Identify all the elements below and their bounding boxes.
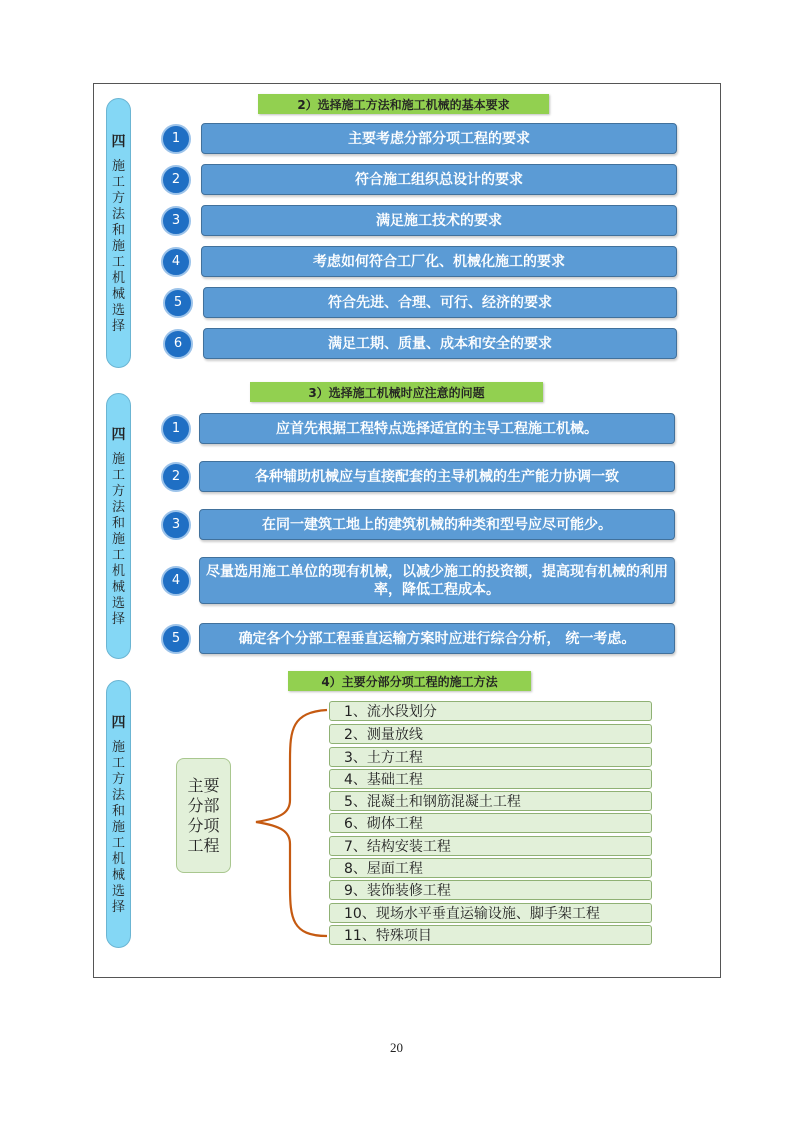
side-number: 四 xyxy=(111,134,126,150)
step-number-badge: 5 xyxy=(163,288,193,318)
method-list-item: 10、现场水平垂直运输设施、脚手架工程 xyxy=(329,903,652,923)
page-number: 20 xyxy=(390,1040,403,1055)
method-list-item: 7、结构安装工程 xyxy=(329,836,652,856)
section3-header: 3）选择施工机械时应注意的问题 xyxy=(250,382,543,402)
side-vertical-text: 施 工 方 法 和 施 工 机 械 选 择 xyxy=(111,159,125,334)
step-number-badge: 3 xyxy=(161,510,191,540)
step-number-badge: 1 xyxy=(161,414,191,444)
method-list-item: 1、流水段划分 xyxy=(329,701,652,721)
side-number: 四 xyxy=(111,427,126,443)
method-list-item: 2、测量放线 xyxy=(329,724,652,744)
step-number-badge: 2 xyxy=(161,462,191,492)
central-node-text: 主要 分部 分项 工程 xyxy=(187,775,220,855)
method-list-item: 8、屋面工程 xyxy=(329,858,652,878)
method-list-item: 4、基础工程 xyxy=(329,769,652,789)
requirement-bar: 符合先进、合理、可行、经济的要求 xyxy=(203,287,677,318)
requirement-bar: 主要考虑分部分项工程的要求 xyxy=(201,123,677,154)
method-list-item: 9、装饰装修工程 xyxy=(329,880,652,900)
step-number-badge: 1 xyxy=(161,124,191,154)
step-number-badge: 4 xyxy=(161,566,191,596)
method-list-item: 3、土方工程 xyxy=(329,747,652,767)
requirement-bar: 符合施工组织总设计的要求 xyxy=(201,164,677,195)
side-vertical-text: 施 工 方 法 和 施 工 机 械 选 择 xyxy=(111,740,125,915)
side-number: 四 xyxy=(111,715,126,731)
requirement-bar: 应首先根据工程特点选择适宜的主导工程施工机械。 xyxy=(199,413,675,444)
step-number-badge: 4 xyxy=(161,247,191,277)
step-number-badge: 2 xyxy=(161,165,191,195)
requirement-bar: 考虑如何符合工厂化、机械化施工的要求 xyxy=(201,246,677,277)
requirement-bar: 满足工期、质量、成本和安全的要求 xyxy=(203,328,677,359)
method-list-item: 11、特殊项目 xyxy=(329,925,652,945)
method-list-item: 6、砌体工程 xyxy=(329,813,652,833)
side-vertical-text: 施 工 方 法 和 施 工 机 械 选 择 xyxy=(111,452,125,627)
requirement-bar: 在同一建筑工地上的建筑机械的种类和型号应尽可能少。 xyxy=(199,509,675,540)
step-number-badge: 5 xyxy=(161,624,191,654)
section2-header: 2）选择施工方法和施工机械的基本要求 xyxy=(258,94,549,114)
step-number-badge: 3 xyxy=(161,206,191,236)
requirement-bar: 尽量选用施工单位的现有机械，以减少施工的投资额，提高现有机械的利用率，降低工程成本。 xyxy=(199,557,675,604)
requirement-bar: 各种辅助机械应与直接配套的主导机械的生产能力协调一致 xyxy=(199,461,675,492)
requirement-bar: 满足施工技术的要求 xyxy=(201,205,677,236)
method-list-item: 5、混凝土和钢筋混凝土工程 xyxy=(329,791,652,811)
requirement-bar: 确定各个分部工程垂直运输方案时应进行综合分析， 统一考虑。 xyxy=(199,623,675,654)
step-number-badge: 6 xyxy=(163,329,193,359)
section4-header: 4）主要分部分项工程的施工方法 xyxy=(288,671,531,691)
